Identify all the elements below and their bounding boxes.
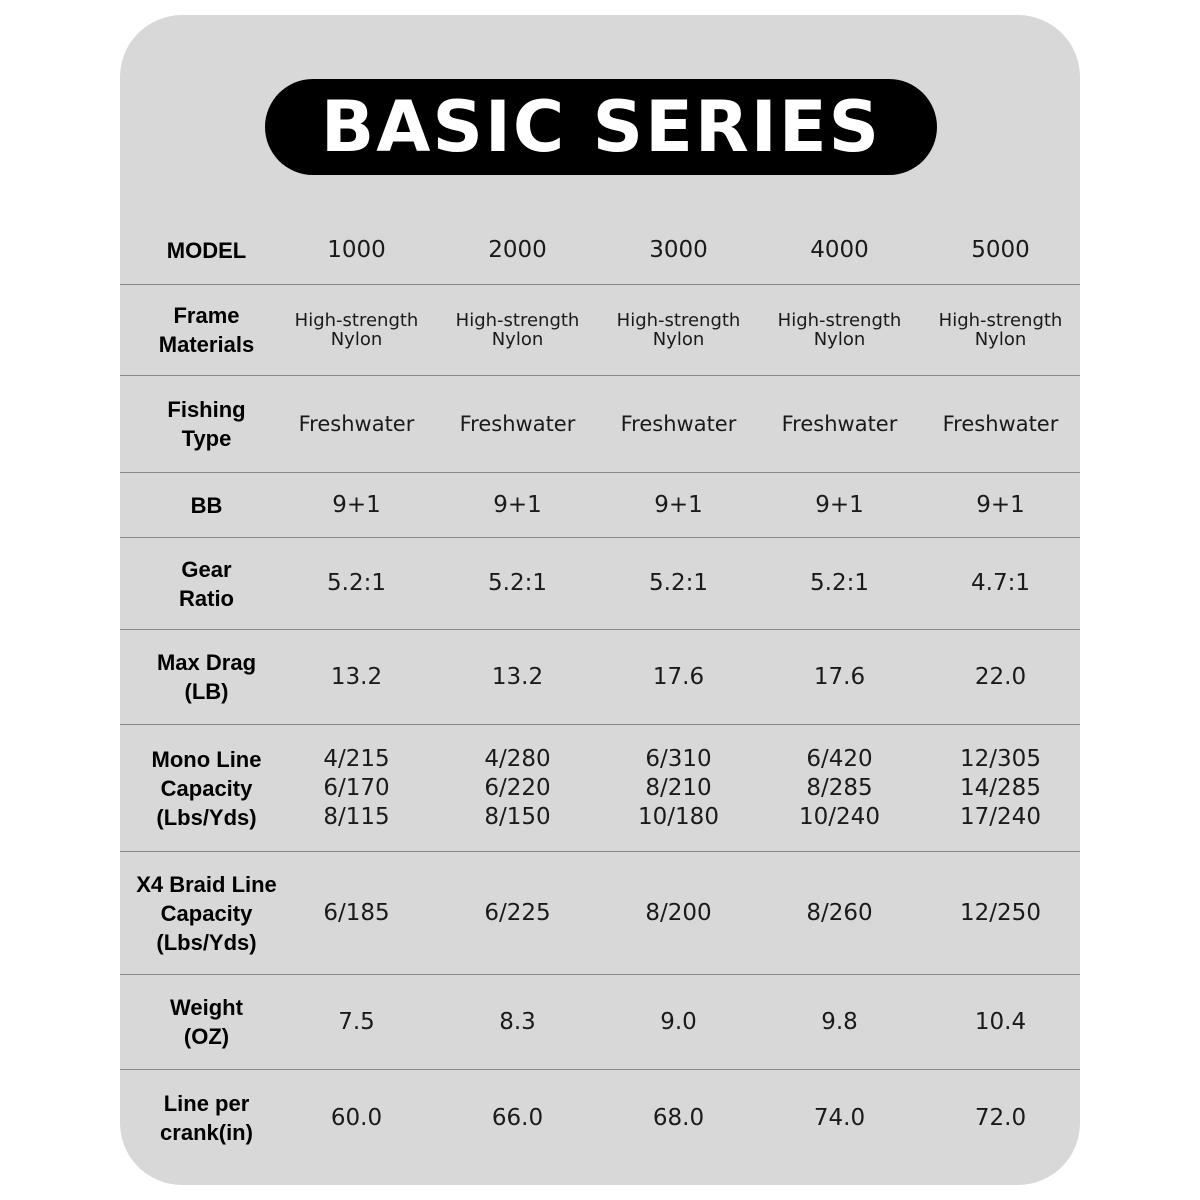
table-cell: 2000 xyxy=(488,236,547,263)
table-row-gear-ratio xyxy=(120,538,1080,629)
table-cell: 5.2:1 xyxy=(327,570,386,596)
table-cell: 4000 xyxy=(810,236,869,263)
table-cell: High-strength Nylon xyxy=(777,310,902,350)
table-cell: 68.0 xyxy=(652,1104,705,1131)
table-row-braid-line-capacity xyxy=(120,852,1080,974)
table-cell: 9+1 xyxy=(493,491,542,518)
table-cell: High-strength Nylon xyxy=(616,310,741,350)
table-cell: 10.4 xyxy=(974,1008,1027,1035)
table-cell: 6/420 8/285 10/240 xyxy=(799,745,880,830)
table-cell: 9+1 xyxy=(976,491,1025,518)
table-cell: 74.0 xyxy=(813,1104,866,1131)
table-row-fishing-type xyxy=(120,376,1080,472)
row-label: X4 Braid Line Capacity (Lbs/Yds) xyxy=(136,871,277,955)
row-label: Mono Line Capacity (Lbs/Yds) xyxy=(151,746,262,830)
table-cell: Freshwater xyxy=(459,411,576,436)
table-cell: 8.3 xyxy=(499,1008,536,1035)
row-label: Frame Materials xyxy=(158,303,255,357)
table-cell: High-strength Nylon xyxy=(455,310,580,350)
table-cell: 5.2:1 xyxy=(649,570,708,596)
table-cell: 8/200 xyxy=(645,899,712,926)
table-cell: High-strength Nylon xyxy=(294,310,419,350)
table-cell: 12/250 xyxy=(960,899,1041,926)
table-cell: 9+1 xyxy=(815,491,864,518)
table-cell: 66.0 xyxy=(491,1104,544,1131)
table-cell: 13.2 xyxy=(330,663,383,690)
table-cell: 1000 xyxy=(327,236,386,263)
table-row-mono-line-capacity xyxy=(120,725,1080,851)
table-row-weight xyxy=(120,975,1080,1069)
table-cell: High-strength Nylon xyxy=(938,310,1063,350)
table-row-bb xyxy=(120,473,1080,537)
table-row-frame-materials xyxy=(120,285,1080,375)
series-title: BASIC SERIES xyxy=(265,79,937,175)
row-label: BB xyxy=(190,492,223,518)
table-cell: 6/310 8/210 10/180 xyxy=(638,745,719,830)
table-cell: Freshwater xyxy=(620,411,737,436)
table-cell: 22.0 xyxy=(974,663,1027,690)
table-cell: 4/280 6/220 8/150 xyxy=(484,745,551,830)
row-label: Line per crank(in) xyxy=(160,1091,253,1145)
table-cell: Freshwater xyxy=(781,411,898,436)
table-cell: 6/225 xyxy=(484,899,551,926)
table-row-line-per-crank xyxy=(120,1070,1080,1166)
table-cell: 9+1 xyxy=(654,491,703,518)
table-cell: 5.2:1 xyxy=(488,570,547,596)
table-cell: 9.0 xyxy=(660,1008,697,1035)
table-row-max-drag xyxy=(120,630,1080,724)
table-cell: 5.2:1 xyxy=(810,570,869,596)
table-cell: 60.0 xyxy=(330,1104,383,1131)
table-cell: 8/260 xyxy=(806,899,873,926)
spec-card xyxy=(120,15,1080,1185)
table-row-model xyxy=(120,215,1080,285)
table-cell: 9+1 xyxy=(332,491,381,518)
row-label: MODEL xyxy=(166,237,247,263)
table-cell: 9.8 xyxy=(821,1008,858,1035)
table-cell: 3000 xyxy=(649,236,708,263)
table-cell: Freshwater xyxy=(942,411,1059,436)
table-cell: 4.7:1 xyxy=(971,570,1030,596)
table-cell: 17.6 xyxy=(813,663,866,690)
table-cell: 6/185 xyxy=(323,899,390,926)
row-label: Weight (OZ) xyxy=(170,995,243,1049)
table-cell: 13.2 xyxy=(491,663,544,690)
table-cell: 17.6 xyxy=(652,663,705,690)
row-label: Fishing Type xyxy=(167,397,246,451)
table-cell: 72.0 xyxy=(974,1104,1027,1131)
table-cell: 7.5 xyxy=(338,1008,375,1035)
table-cell: 12/305 14/285 17/240 xyxy=(960,745,1041,830)
table-cell: 4/215 6/170 8/115 xyxy=(323,745,390,830)
table-cell: Freshwater xyxy=(298,411,415,436)
row-label: Max Drag (LB) xyxy=(156,650,257,704)
row-label: Gear Ratio xyxy=(179,556,234,611)
table-cell: 5000 xyxy=(971,236,1030,263)
